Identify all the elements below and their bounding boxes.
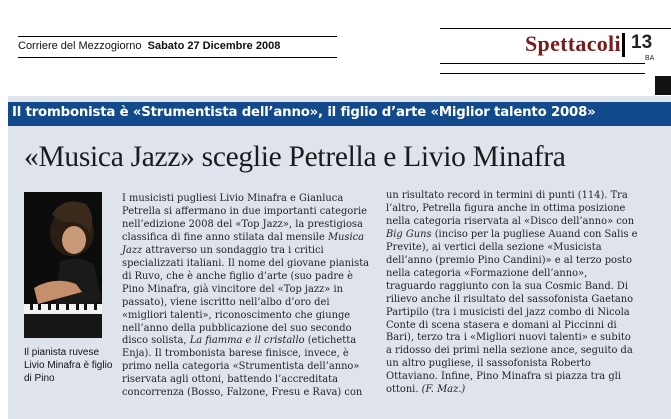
text-line: Petrella si affermano in due importanti categorie <box>122 205 367 217</box>
section-rule-middle <box>440 63 645 64</box>
text-line: a ridosso dei primi nella sezione ance, seguito da <box>386 345 633 357</box>
text-line: l’altro, Petrella figura anche in ottima posizione <box>386 202 626 214</box>
text-line: ottoni. (F. Maz.) <box>386 384 466 396</box>
page-number: 13 <box>631 32 653 53</box>
masthead <box>0 0 671 95</box>
album-title-big-guns: Big Guns <box>386 228 432 240</box>
masthead-rule-bottom <box>18 57 337 58</box>
article-kicker: Il trombonista è «Strumentista dell’anno», il figlio d’arte «Miglior talento 2008» <box>12 105 596 120</box>
text-line: Jazz attraverso un sondaggio tra i critici <box>122 244 324 256</box>
text-line: nell’edizione 2008 del «Top Jazz», la prestigiosa <box>122 218 363 230</box>
text-line: Big Guns (inciso per la pugliese Auand con Salis e <box>386 228 638 240</box>
text-line: nella categoria «Formazione dell’anno», <box>386 267 588 279</box>
article-column-2 <box>386 190 654 397</box>
text-line: Ottaviano. Infine, Pino Minafra si piazza tra gli <box>386 371 621 383</box>
masthead-left <box>18 40 280 52</box>
text-line: nella categoria riservata al «Disco dell’anno» con <box>386 215 635 227</box>
text-line: concorrenza (Bosso, Falzone, Fresu e Rava) con <box>122 387 363 399</box>
text-line: riservata agli ottoni, battendo l’accreditata <box>122 374 339 386</box>
article-headline: «Musica Jazz» sceglie Petrella e Livio Minafra <box>24 141 566 173</box>
page-edition: BA <box>645 55 655 62</box>
author-signature: (F. Maz.) <box>421 384 466 396</box>
newspaper-name: Corriere del Mezzogiorno <box>18 40 142 52</box>
text-line: traguardo raggiunto con la sua Cosmic Band. Di <box>386 280 629 292</box>
masthead-rule-top <box>18 36 337 37</box>
section-divider <box>622 33 625 57</box>
issue-date: Sabato 27 Dicembre 2008 <box>147 40 281 52</box>
text-line: Bari), terzo tra i «Migliori nuovi talenti» e subito <box>386 332 631 344</box>
pianist-photo-image <box>24 192 102 338</box>
text-line: dell’anno (premio Pino Candini)» e al terzo posto <box>386 254 632 266</box>
text-line: Pino Minafra, già vincitore del «Top jazz» in <box>122 283 343 295</box>
text-line: primo nella categoria «Strumentista dell’anno» <box>122 361 360 373</box>
text-line: Previte), ai vertici della sezione «Musicista <box>386 241 602 253</box>
album-title: La fiamma e il cristallo <box>189 335 305 347</box>
text-line: nell’anno della pubblicazione del suo secondo <box>122 322 352 334</box>
adjacent-article-edge <box>655 76 671 95</box>
text-line: un altro pugliese, il sassofonista Roberto <box>386 358 591 370</box>
text-line: passato), viene iscritto nell’albo d’oro dei <box>122 296 330 308</box>
text-line: Partipilo (tra i musicisti del jazz combo di Nicola <box>386 306 630 318</box>
text-line: I musicisti pugliesi Livio Minafra e Gianluca <box>122 193 344 204</box>
text-line: specializzati italiani. Il nome del giovane pianista <box>122 257 370 269</box>
article-column-1 <box>122 193 369 400</box>
text-line: «migliori talenti», riconoscimento che giunge <box>122 309 351 321</box>
text-line: rilievo anche il risultato del sassofonista Gaetano <box>386 293 634 305</box>
magazine-name: Musica <box>327 231 365 243</box>
section-name: Spettacoli <box>525 31 621 56</box>
photo-caption: Il pianista ruvese Livio Minafra è figlio di Pino <box>24 347 113 384</box>
magazine-name-cont: Jazz <box>122 244 143 256</box>
text-line: un risultato record in termini di punti (114). Tra <box>386 190 628 201</box>
section-rule-top <box>440 28 671 29</box>
text-line: di Ruvo, che è anche figlio d’arte (suo padre è <box>122 270 353 282</box>
pianist-photo <box>24 192 102 338</box>
text-line: disco solista, La fiamma e il cristallo (etichetta <box>122 335 357 347</box>
text-line: Conte di scena stasera e domani al Piccinni di <box>386 319 617 331</box>
text-line: Enja). Il trombonista barese finisce, invece, è <box>122 348 349 360</box>
section-rule-bottom <box>440 73 645 74</box>
text-line: classifica di fine anno stilata dal mensile Musica <box>122 231 365 243</box>
